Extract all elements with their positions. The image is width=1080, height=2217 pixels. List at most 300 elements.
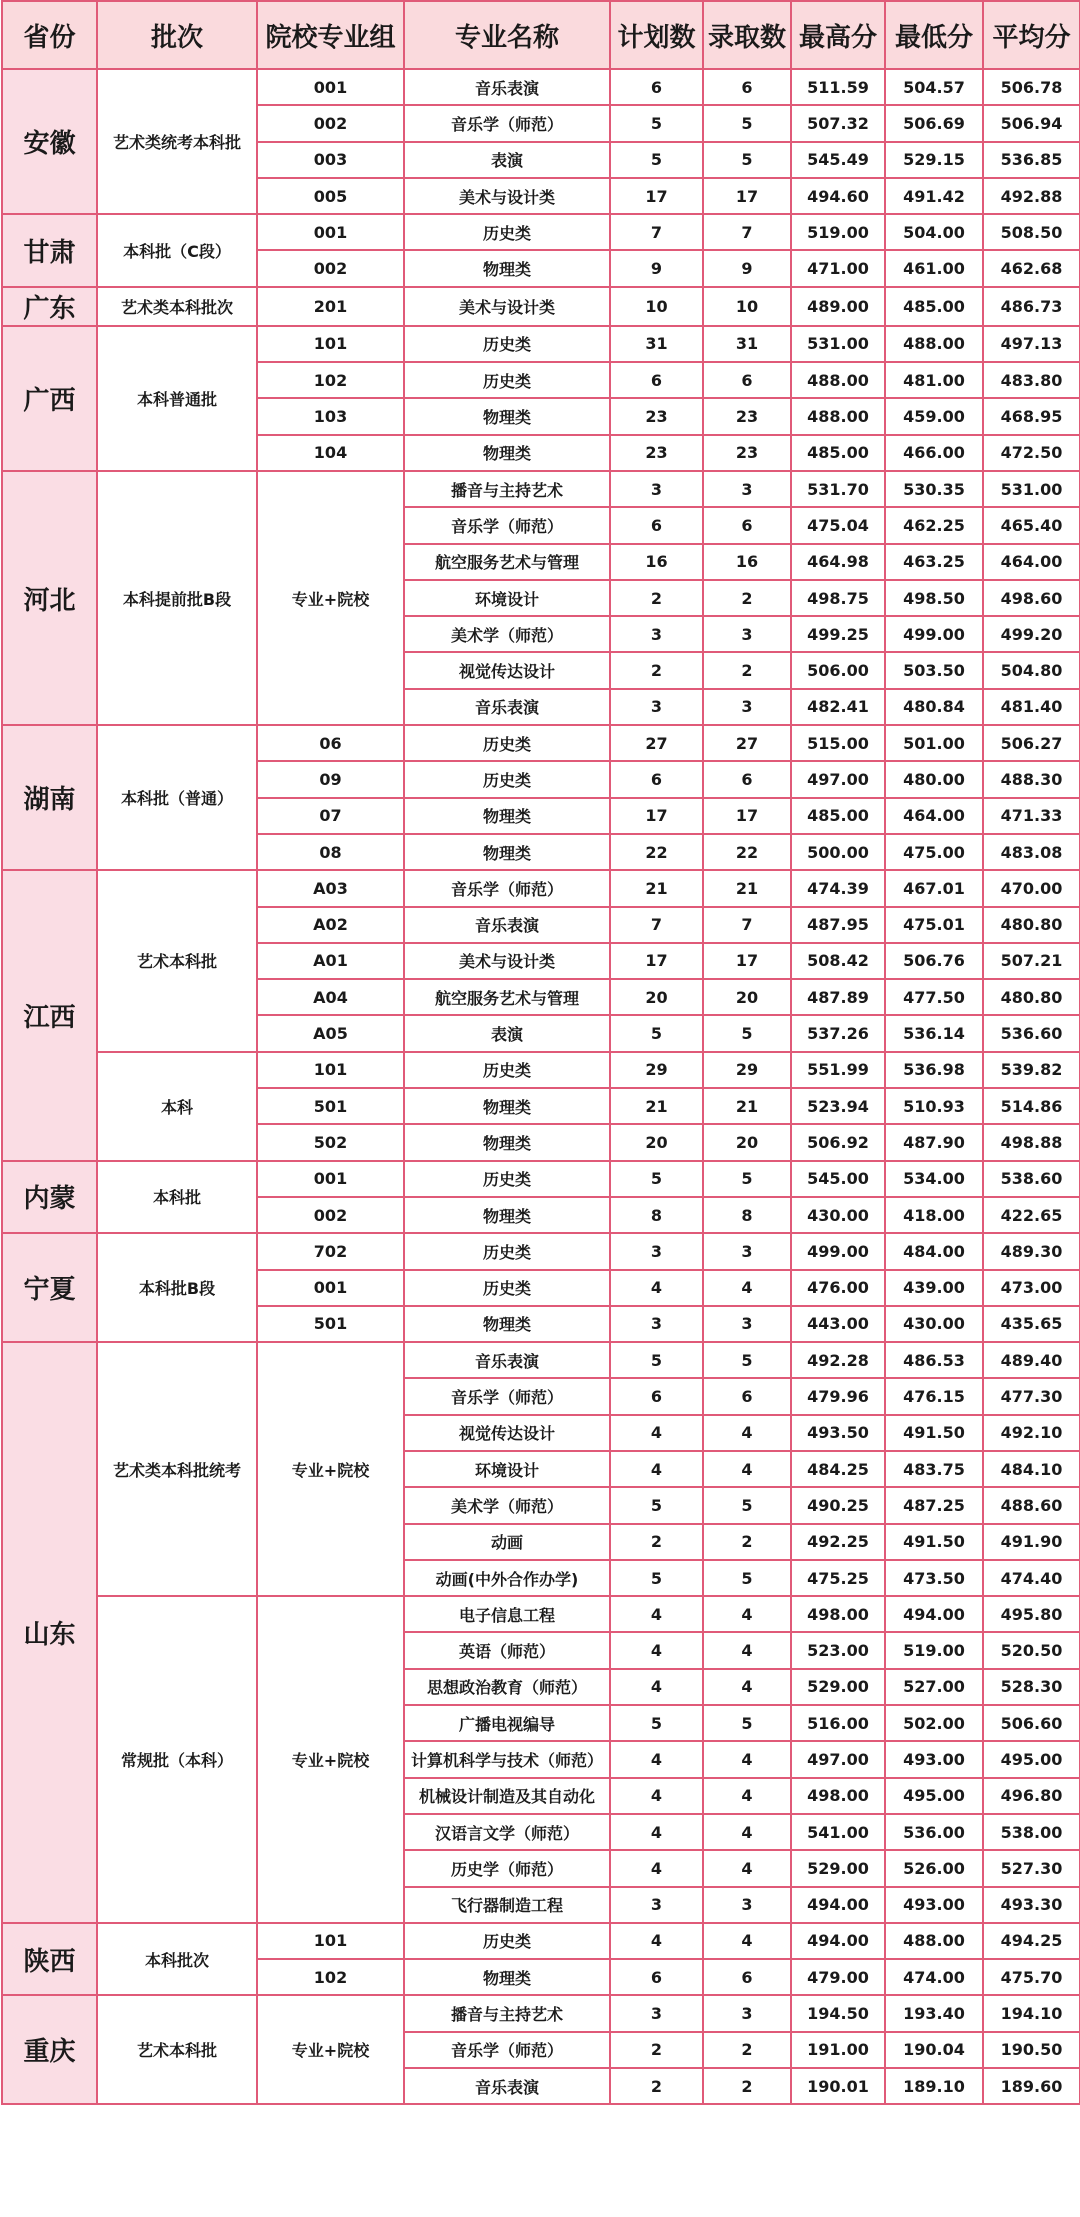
plan-cell: 4: [610, 1850, 703, 1886]
min-score-cell: 526.00: [885, 1850, 983, 1886]
major-cell: 机械设计制造及其自动化: [404, 1778, 610, 1814]
major-cell: 音乐表演: [404, 907, 610, 943]
max-score-cell: 519.00: [791, 214, 885, 250]
min-score-cell: 536.98: [885, 1052, 983, 1088]
major-cell: 物理类: [404, 1197, 610, 1233]
group-code-cell: 002: [257, 1197, 404, 1233]
major-cell: 物理类: [404, 1124, 610, 1160]
batch-cell: 艺术类统考本科批: [97, 69, 257, 214]
group-code-cell: 专业+院校: [257, 471, 404, 725]
major-cell: 播音与主持艺术: [404, 1995, 610, 2031]
batch-cell: 本科批（普通）: [97, 725, 257, 870]
group-code-cell: 06: [257, 725, 404, 761]
min-score-cell: 473.50: [885, 1560, 983, 1596]
major-cell: 物理类: [404, 1088, 610, 1124]
major-cell: 音乐表演: [404, 1342, 610, 1378]
major-cell: 美术与设计类: [404, 287, 610, 326]
major-cell: 音乐表演: [404, 689, 610, 725]
min-score-cell: 536.00: [885, 1814, 983, 1850]
admitted-cell: 4: [703, 1632, 791, 1668]
group-code-cell: A01: [257, 943, 404, 979]
plan-cell: 4: [610, 1451, 703, 1487]
avg-score-cell: 520.50: [983, 1632, 1080, 1668]
plan-cell: 5: [610, 1161, 703, 1197]
admitted-cell: 17: [703, 943, 791, 979]
max-score-cell: 488.00: [791, 362, 885, 398]
avg-score-cell: 465.40: [983, 507, 1080, 543]
admitted-cell: 10: [703, 287, 791, 326]
plan-cell: 20: [610, 1124, 703, 1160]
batch-cell: 本科批（C段）: [97, 214, 257, 287]
table-row: [2, 1342, 1080, 1378]
avg-score-cell: 489.40: [983, 1342, 1080, 1378]
max-score-cell: 506.92: [791, 1124, 885, 1160]
min-score-cell: 488.00: [885, 1923, 983, 1959]
max-score-cell: 482.41: [791, 689, 885, 725]
avg-score-cell: 506.27: [983, 725, 1080, 761]
plan-cell: 3: [610, 689, 703, 725]
avg-score-cell: 495.80: [983, 1596, 1080, 1632]
province-cell: 陕西: [2, 1923, 97, 1996]
admitted-cell: 8: [703, 1197, 791, 1233]
group-code-cell: 002: [257, 250, 404, 286]
admitted-cell: 23: [703, 398, 791, 434]
max-score-cell: 471.00: [791, 250, 885, 286]
max-score-cell: 523.00: [791, 1632, 885, 1668]
max-score-cell: 474.39: [791, 870, 885, 906]
group-code-cell: 103: [257, 398, 404, 434]
max-score-cell: 485.00: [791, 435, 885, 471]
group-code-cell: 102: [257, 1959, 404, 1995]
min-score-cell: 529.15: [885, 142, 983, 178]
admitted-cell: 6: [703, 761, 791, 797]
max-score-cell: 506.00: [791, 652, 885, 688]
max-score-cell: 490.25: [791, 1487, 885, 1523]
group-code-cell: 专业+院校: [257, 1995, 404, 2104]
avg-score-cell: 474.40: [983, 1560, 1080, 1596]
major-cell: 音乐表演: [404, 69, 610, 105]
plan-cell: 4: [610, 1596, 703, 1632]
admitted-cell: 23: [703, 435, 791, 471]
avg-score-cell: 494.25: [983, 1923, 1080, 1959]
avg-score-cell: 514.86: [983, 1088, 1080, 1124]
batch-cell: 本科提前批B段: [97, 471, 257, 725]
table-body: [2, 69, 1080, 2104]
avg-score-cell: 477.30: [983, 1378, 1080, 1414]
major-cell: 物理类: [404, 1306, 610, 1342]
max-score-cell: 494.60: [791, 178, 885, 214]
table-row: [2, 725, 1080, 761]
major-cell: 电子信息工程: [404, 1596, 610, 1632]
plan-cell: 4: [610, 1741, 703, 1777]
max-score-cell: 499.00: [791, 1233, 885, 1269]
plan-cell: 10: [610, 287, 703, 326]
avg-score-cell: 506.60: [983, 1705, 1080, 1741]
batch-cell: 本科批次: [97, 1923, 257, 1996]
major-cell: 音乐学（师范）: [404, 507, 610, 543]
min-score-cell: 459.00: [885, 398, 983, 434]
major-cell: 美术学（师范）: [404, 616, 610, 652]
major-cell: 英语（师范）: [404, 1632, 610, 1668]
avg-score-cell: 464.00: [983, 544, 1080, 580]
plan-cell: 2: [610, 2032, 703, 2068]
admitted-cell: 9: [703, 250, 791, 286]
group-code-cell: 003: [257, 142, 404, 178]
admitted-cell: 5: [703, 105, 791, 141]
major-cell: 物理类: [404, 250, 610, 286]
plan-cell: 6: [610, 1378, 703, 1414]
group-code-cell: 08: [257, 834, 404, 870]
major-cell: 历史类: [404, 761, 610, 797]
plan-cell: 6: [610, 761, 703, 797]
major-cell: 飞行器制造工程: [404, 1887, 610, 1923]
max-score-cell: 498.00: [791, 1596, 885, 1632]
plan-cell: 21: [610, 1088, 703, 1124]
min-score-cell: 530.35: [885, 471, 983, 507]
admitted-cell: 5: [703, 1161, 791, 1197]
province-cell: 安徽: [2, 69, 97, 214]
avg-score-cell: 506.78: [983, 69, 1080, 105]
province-cell: 内蒙: [2, 1161, 97, 1234]
major-cell: 视觉传达设计: [404, 1415, 610, 1451]
max-score-cell: 516.00: [791, 1705, 885, 1741]
max-score-cell: 479.96: [791, 1378, 885, 1414]
avg-score-cell: 470.00: [983, 870, 1080, 906]
min-score-cell: 491.42: [885, 178, 983, 214]
group-code-cell: 002: [257, 105, 404, 141]
batch-cell: 艺术类本科批次: [97, 287, 257, 326]
min-score-cell: 494.00: [885, 1596, 983, 1632]
avg-score-cell: 480.80: [983, 907, 1080, 943]
plan-cell: 2: [610, 1524, 703, 1560]
header-group: 院校专业组: [257, 1, 404, 69]
batch-cell: 本科批: [97, 1161, 257, 1234]
avg-score-cell: 483.80: [983, 362, 1080, 398]
admitted-cell: 27: [703, 725, 791, 761]
min-score-cell: 488.00: [885, 326, 983, 362]
plan-cell: 17: [610, 943, 703, 979]
admitted-cell: 17: [703, 178, 791, 214]
admitted-cell: 21: [703, 1088, 791, 1124]
admitted-cell: 7: [703, 214, 791, 250]
group-code-cell: 001: [257, 214, 404, 250]
min-score-cell: 483.75: [885, 1451, 983, 1487]
min-score-cell: 501.00: [885, 725, 983, 761]
group-code-cell: 702: [257, 1233, 404, 1269]
avg-score-cell: 484.10: [983, 1451, 1080, 1487]
avg-score-cell: 527.30: [983, 1850, 1080, 1886]
max-score-cell: 541.00: [791, 1814, 885, 1850]
admitted-cell: 2: [703, 652, 791, 688]
plan-cell: 21: [610, 870, 703, 906]
min-score-cell: 498.50: [885, 580, 983, 616]
max-score-cell: 487.95: [791, 907, 885, 943]
avg-score-cell: 486.73: [983, 287, 1080, 326]
avg-score-cell: 497.13: [983, 326, 1080, 362]
min-score-cell: 481.00: [885, 362, 983, 398]
min-score-cell: 534.00: [885, 1161, 983, 1197]
batch-cell: 常规批（本科）: [97, 1596, 257, 1923]
major-cell: 动画(中外合作办学): [404, 1560, 610, 1596]
avg-score-cell: 531.00: [983, 471, 1080, 507]
max-score-cell: 489.00: [791, 287, 885, 326]
table-row: [2, 1052, 1080, 1088]
plan-cell: 5: [610, 142, 703, 178]
plan-cell: 3: [610, 1995, 703, 2031]
admitted-cell: 3: [703, 1995, 791, 2031]
major-cell: 历史类: [404, 1161, 610, 1197]
avg-score-cell: 481.40: [983, 689, 1080, 725]
plan-cell: 6: [610, 69, 703, 105]
max-score-cell: 430.00: [791, 1197, 885, 1233]
avg-score-cell: 538.00: [983, 1814, 1080, 1850]
max-score-cell: 484.25: [791, 1451, 885, 1487]
admitted-cell: 4: [703, 1778, 791, 1814]
min-score-cell: 464.00: [885, 798, 983, 834]
major-cell: 历史类: [404, 362, 610, 398]
min-score-cell: 495.00: [885, 1778, 983, 1814]
admitted-cell: 4: [703, 1814, 791, 1850]
min-score-cell: 189.10: [885, 2068, 983, 2104]
header-major: 专业名称: [404, 1, 610, 69]
major-cell: 音乐学（师范）: [404, 1378, 610, 1414]
group-code-cell: A03: [257, 870, 404, 906]
major-cell: 物理类: [404, 398, 610, 434]
group-code-cell: A04: [257, 979, 404, 1015]
avg-score-cell: 498.88: [983, 1124, 1080, 1160]
min-score-cell: 474.00: [885, 1959, 983, 1995]
max-score-cell: 507.32: [791, 105, 885, 141]
plan-cell: 23: [610, 398, 703, 434]
admitted-cell: 6: [703, 69, 791, 105]
avg-score-cell: 496.80: [983, 1778, 1080, 1814]
admitted-cell: 4: [703, 1741, 791, 1777]
max-score-cell: 545.49: [791, 142, 885, 178]
plan-cell: 6: [610, 507, 703, 543]
plan-cell: 4: [610, 1923, 703, 1959]
plan-cell: 3: [610, 1306, 703, 1342]
group-code-cell: 07: [257, 798, 404, 834]
admitted-cell: 16: [703, 544, 791, 580]
avg-score-cell: 480.80: [983, 979, 1080, 1015]
header-province: 省份: [2, 1, 97, 69]
plan-cell: 22: [610, 834, 703, 870]
table-row: [2, 1161, 1080, 1197]
min-score-cell: 493.00: [885, 1741, 983, 1777]
max-score-cell: 443.00: [791, 1306, 885, 1342]
max-score-cell: 487.89: [791, 979, 885, 1015]
avg-score-cell: 472.50: [983, 435, 1080, 471]
major-cell: 物理类: [404, 435, 610, 471]
admitted-cell: 7: [703, 907, 791, 943]
avg-score-cell: 536.85: [983, 142, 1080, 178]
max-score-cell: 537.26: [791, 1015, 885, 1051]
min-score-cell: 499.00: [885, 616, 983, 652]
admitted-cell: 22: [703, 834, 791, 870]
min-score-cell: 439.00: [885, 1270, 983, 1306]
min-score-cell: 491.50: [885, 1524, 983, 1560]
major-cell: 思想政治教育（师范）: [404, 1669, 610, 1705]
min-score-cell: 510.93: [885, 1088, 983, 1124]
max-score-cell: 190.01: [791, 2068, 885, 2104]
avg-score-cell: 194.10: [983, 1995, 1080, 2031]
avg-score-cell: 189.60: [983, 2068, 1080, 2104]
min-score-cell: 475.01: [885, 907, 983, 943]
avg-score-cell: 422.65: [983, 1197, 1080, 1233]
header-batch: 批次: [97, 1, 257, 69]
province-cell: 甘肃: [2, 214, 97, 287]
avg-score-cell: 190.50: [983, 2032, 1080, 2068]
group-code-cell: 09: [257, 761, 404, 797]
major-cell: 历史类: [404, 725, 610, 761]
major-cell: 环境设计: [404, 1451, 610, 1487]
avg-score-cell: 473.00: [983, 1270, 1080, 1306]
major-cell: 计算机科学与技术（师范）: [404, 1741, 610, 1777]
max-score-cell: 485.00: [791, 798, 885, 834]
admitted-cell: 6: [703, 1959, 791, 1995]
min-score-cell: 485.00: [885, 287, 983, 326]
major-cell: 历史类: [404, 1923, 610, 1959]
table-row: [2, 1995, 1080, 2031]
avg-score-cell: 492.10: [983, 1415, 1080, 1451]
group-code-cell: 005: [257, 178, 404, 214]
max-score-cell: 499.25: [791, 616, 885, 652]
avg-score-cell: 462.68: [983, 250, 1080, 286]
admitted-cell: 4: [703, 1451, 791, 1487]
avg-score-cell: 507.21: [983, 943, 1080, 979]
plan-cell: 27: [610, 725, 703, 761]
admitted-cell: 17: [703, 798, 791, 834]
province-cell: 宁夏: [2, 1233, 97, 1342]
max-score-cell: 494.00: [791, 1887, 885, 1923]
plan-cell: 9: [610, 250, 703, 286]
max-score-cell: 493.50: [791, 1415, 885, 1451]
avg-score-cell: 488.30: [983, 761, 1080, 797]
major-cell: 物理类: [404, 834, 610, 870]
min-score-cell: 487.25: [885, 1487, 983, 1523]
plan-cell: 2: [610, 2068, 703, 2104]
admitted-cell: 4: [703, 1270, 791, 1306]
header-admitted: 录取数: [703, 1, 791, 69]
province-cell: 重庆: [2, 1995, 97, 2104]
max-score-cell: 531.70: [791, 471, 885, 507]
plan-cell: 16: [610, 544, 703, 580]
min-score-cell: 503.50: [885, 652, 983, 688]
major-cell: 音乐学（师范）: [404, 2032, 610, 2068]
plan-cell: 4: [610, 1270, 703, 1306]
admitted-cell: 3: [703, 471, 791, 507]
min-score-cell: 484.00: [885, 1233, 983, 1269]
batch-cell: 本科: [97, 1052, 257, 1161]
plan-cell: 4: [610, 1415, 703, 1451]
avg-score-cell: 475.70: [983, 1959, 1080, 1995]
min-score-cell: 493.00: [885, 1887, 983, 1923]
min-score-cell: 506.69: [885, 105, 983, 141]
max-score-cell: 475.25: [791, 1560, 885, 1596]
plan-cell: 5: [610, 1705, 703, 1741]
admitted-cell: 4: [703, 1850, 791, 1886]
max-score-cell: 508.42: [791, 943, 885, 979]
min-score-cell: 519.00: [885, 1632, 983, 1668]
major-cell: 汉语言文学（师范）: [404, 1814, 610, 1850]
plan-cell: 20: [610, 979, 703, 1015]
group-code-cell: 102: [257, 362, 404, 398]
min-score-cell: 466.00: [885, 435, 983, 471]
avg-score-cell: 538.60: [983, 1161, 1080, 1197]
plan-cell: 4: [610, 1814, 703, 1850]
min-score-cell: 430.00: [885, 1306, 983, 1342]
major-cell: 视觉传达设计: [404, 652, 610, 688]
major-cell: 表演: [404, 1015, 610, 1051]
plan-cell: 4: [610, 1669, 703, 1705]
header-min: 最低分: [885, 1, 983, 69]
group-code-cell: 501: [257, 1088, 404, 1124]
group-code-cell: 001: [257, 1161, 404, 1197]
max-score-cell: 515.00: [791, 725, 885, 761]
admitted-cell: 3: [703, 1887, 791, 1923]
admitted-cell: 5: [703, 1015, 791, 1051]
table-row: [2, 1596, 1080, 1632]
max-score-cell: 464.98: [791, 544, 885, 580]
admitted-cell: 2: [703, 2032, 791, 2068]
major-cell: 历史学（师范）: [404, 1850, 610, 1886]
avg-score-cell: 483.08: [983, 834, 1080, 870]
admitted-cell: 4: [703, 1415, 791, 1451]
admitted-cell: 2: [703, 2068, 791, 2104]
admitted-cell: 5: [703, 1560, 791, 1596]
table-row: [2, 870, 1080, 906]
avg-score-cell: 435.65: [983, 1306, 1080, 1342]
min-score-cell: 475.00: [885, 834, 983, 870]
plan-cell: 2: [610, 652, 703, 688]
max-score-cell: 529.00: [791, 1850, 885, 1886]
group-code-cell: 104: [257, 435, 404, 471]
max-score-cell: 492.25: [791, 1524, 885, 1560]
plan-cell: 5: [610, 1487, 703, 1523]
min-score-cell: 506.76: [885, 943, 983, 979]
major-cell: 历史类: [404, 326, 610, 362]
group-code-cell: 101: [257, 1052, 404, 1088]
province-cell: 江西: [2, 870, 97, 1160]
major-cell: 音乐学（师范）: [404, 105, 610, 141]
max-score-cell: 500.00: [791, 834, 885, 870]
major-cell: 历史类: [404, 1233, 610, 1269]
plan-cell: 17: [610, 798, 703, 834]
avg-score-cell: 498.60: [983, 580, 1080, 616]
min-score-cell: 480.84: [885, 689, 983, 725]
avg-score-cell: 495.00: [983, 1741, 1080, 1777]
max-score-cell: 191.00: [791, 2032, 885, 2068]
group-code-cell: 专业+院校: [257, 1342, 404, 1596]
admitted-cell: 5: [703, 142, 791, 178]
avg-score-cell: 508.50: [983, 214, 1080, 250]
admitted-cell: 4: [703, 1923, 791, 1959]
min-score-cell: 418.00: [885, 1197, 983, 1233]
max-score-cell: 497.00: [791, 761, 885, 797]
max-score-cell: 494.00: [791, 1923, 885, 1959]
min-score-cell: 462.25: [885, 507, 983, 543]
max-score-cell: 488.00: [791, 398, 885, 434]
table-row: [2, 1923, 1080, 1959]
admitted-cell: 4: [703, 1669, 791, 1705]
plan-cell: 6: [610, 362, 703, 398]
avg-score-cell: 536.60: [983, 1015, 1080, 1051]
major-cell: 美术学（师范）: [404, 1487, 610, 1523]
max-score-cell: 523.94: [791, 1088, 885, 1124]
plan-cell: 3: [610, 616, 703, 652]
group-code-cell: 001: [257, 1270, 404, 1306]
admitted-cell: 6: [703, 362, 791, 398]
